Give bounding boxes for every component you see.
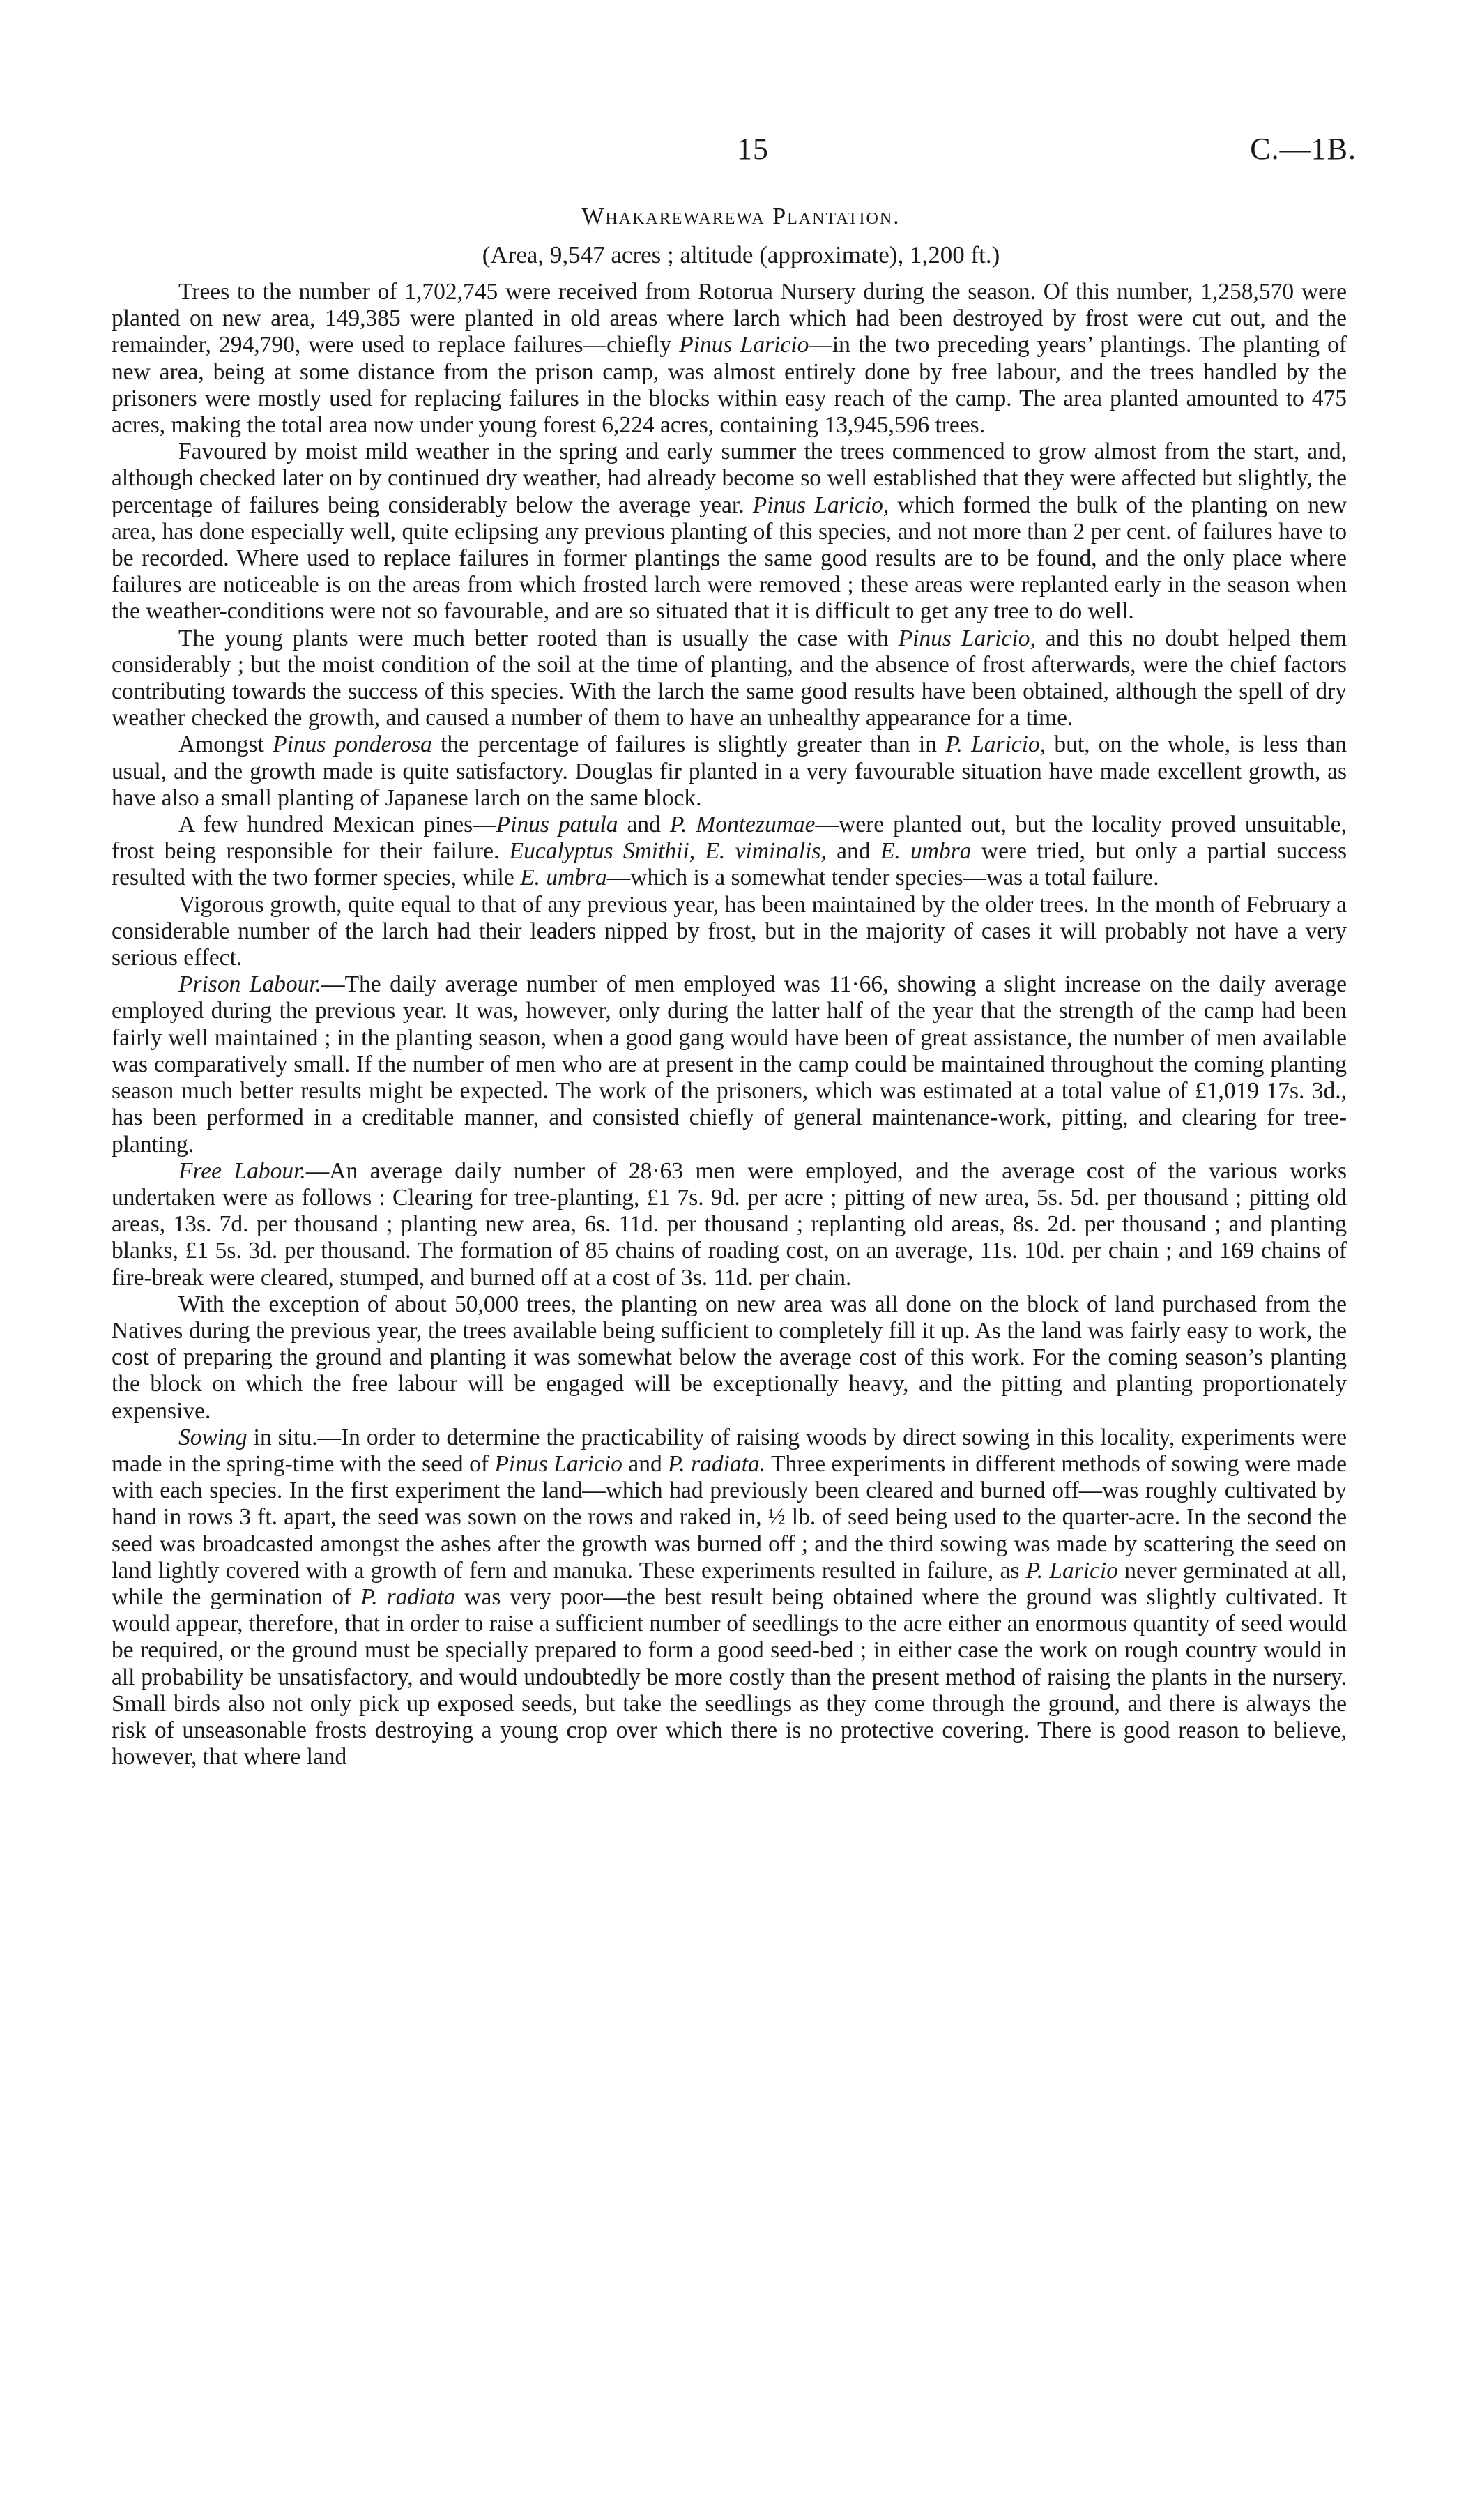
text-run: and xyxy=(622,1450,669,1477)
text-run: and xyxy=(826,838,880,865)
text-run: —were planted out, but the locality proved unsuitable, frost being responsible for their failure. xyxy=(112,812,1347,865)
italic-text: Pinus patula xyxy=(496,812,618,838)
paragraph xyxy=(112,971,1347,1157)
text-run: were tried, but only a partial success resulted with the two former species, while xyxy=(112,838,1347,891)
section-subtitle: (Area, 9,547 acres ; altitude (approximate), 1,200 ft.) xyxy=(482,241,1000,268)
body-text xyxy=(112,279,1347,1770)
text-run: Three experiments in different methods of sowing were made with each species. In the first experiment the land—which had previously been cleared and burned off—was roughly cultivated by hand in rows 3 ft. apart, the seed was sown on the rows and raked in, ½ lb. of seed being used to the quarter-acre. In the second the seed was broadcasted amongst the ashes after the growth was burned off ; and the third sowing was made by scattering the seed on land lightly covered with a growth of fern and manuka. These experiments resulted in failure, as xyxy=(112,1450,1347,1584)
text-run: The young plants were much better rooted than is usually the case with xyxy=(178,625,899,651)
text-run: Amongst xyxy=(178,731,273,758)
italic-text: Sowing xyxy=(178,1424,247,1450)
document-reference: C.—1B. xyxy=(1250,132,1357,166)
text-run: but, on the whole, is less than usual, and the growth made is quite satisfactory. Douglas fir planted in a very favourable situation have made excellent growth, as have also a small planting of Japanese larch on the same block. xyxy=(112,731,1347,811)
text-run: With the exception of about 50,000 trees, the planting on new area was all done on the block of land purchased from the Natives during the previous year, the trees available being sufficient to completely fill it up. As the land was fairly easy to work, the cost of preparing the ground and planting it was somewhat below the average cost of this work. For the coming season’s planting the block on which the free labour will be engaged will be exceptionally heavy, and the pitting and planting proportionately expensive. xyxy=(112,1291,1347,1424)
section-title: Whakarewarewa Plantation. xyxy=(581,204,901,229)
italic-text: Free Labour. xyxy=(178,1157,306,1184)
text-run: which formed the bulk of the planting on new area, has done especially well, quite eclipsing any previous planting of this species, and not more than 2 per cent. of failures have to be recorded. Where used to replace failures in former plantings the same good results are to be found, and the only place where failures are noticeable is on the areas from which frosted larch were removed ; these areas were replanted early in the season when the weather-conditions were not so favourable, and are so situated that it is difficult to get any tree to do well. xyxy=(112,492,1347,625)
italic-text: P. Laricio xyxy=(1025,1557,1118,1584)
italic-text: P. radiata xyxy=(360,1584,456,1610)
paragraph xyxy=(112,731,1347,812)
paragraph xyxy=(112,1425,1347,1771)
italic-text: P. Montezumae xyxy=(669,812,816,838)
text-run: —An average daily number of 28·63 men were employed, and the average cost of the various works undertaken were as follows : Clearing for tree-planting, £1 7s. 9d. per acre ; pitting of new area, 5s. 5d. per thousand ; pitting old areas, 13s. 7d. per thousand ; planting new area, 6s. 11d. per thousand ; replanting old areas, 8s. 2d. per thousand ; and planting blanks, £1 5s. 3d. per thousand. The formation of 85 chains of roading cost, on an average, 11s. 10d. per chain ; and 169 chains of fire-break were cleared, stumped, and burned off at a cost of 3s. 11d. per chain. xyxy=(112,1157,1347,1291)
text-run: Favoured by moist mild weather in the spring and early summer the trees commenced to grow almost from the start, and, although checked later on by continued dry weather, had already become so well established that they were affected but slightly, the percentage of failures being considerably below the average year. xyxy=(112,439,1347,518)
italic-text: Pinus Laricio xyxy=(679,332,809,358)
italic-text: E. umbra xyxy=(880,838,972,865)
text-run: —in the two preceding years’ plantings. The planting of new area, being at some distance from the prison camp, was almost entirely done by free labour, and the trees handled by the prisoners were mostly used for replacing failures in the blocks within easy reach of the camp. The area planted amounted to 475 acres, making the total area now under young forest 6,224 acres, containing 13,945,596 trees. xyxy=(112,332,1347,439)
paragraph xyxy=(112,1291,1347,1425)
italic-text: Prison Labour. xyxy=(178,971,322,998)
text-run: A few hundred Mexican pines— xyxy=(178,812,496,838)
text-run: and xyxy=(618,812,670,838)
italic-text: Pinus Laricio, xyxy=(898,625,1036,651)
text-run: Vigorous growth, quite equal to that of any previous year, has been maintained by the older trees. In the month of February a considerable number of the larch had their leaders nipped by frost, but in the majority of cases it will probably not have a very serious effect. xyxy=(112,891,1347,971)
italic-text: Pinus Laricio, xyxy=(752,492,889,518)
paragraph xyxy=(112,1158,1347,1291)
paragraph xyxy=(112,812,1347,892)
paragraph xyxy=(112,439,1347,625)
paragraph xyxy=(112,892,1347,972)
text-run: was very poor—the best result being obtained where the ground was slightly cultivated. It would appear, therefore, that in order to raise a sufficient number of seedlings to the acre either an enormous quantity of seed would be required, or the ground must be specially prepared to form a good seed-bed ; in either case the work on rough country would in all probability be unsatisfactory, and would undoubtedly be more costly than the present method of raising the plants in the nursery. Small birds also not only pick up exposed seeds, but take the seedlings as they come through the ground, and there is always the risk of unseasonable frosts destroying a young crop over which there is no protective covering. There is good reason to believe, however, that where land xyxy=(112,1584,1347,1770)
text-run: and this no doubt helped them considerably ; but the moist condition of the soil at the time of planting, and the absence of frost afterwards, were the chief factors contributing towards the success of this species. With the larch the same good results have been obtained, although the spell of dry weather checked the growth, and caused a number of them to have an unhealthy appearance for a time. xyxy=(112,625,1347,731)
text-run: in situ.—In order to determine the practicability of raising woods by direct sowing in this locality, experiments were made in the spring-time with the seed of xyxy=(112,1424,1347,1477)
page-number: 15 xyxy=(737,132,769,166)
text-run: —The daily average number of men employed was 11·66, showing a slight increase on the daily average employed during the previous year. It was, however, only during the latter half of the year that the strength of the camp had been fairly well maintained ; in the planting season, when a good gang would have been of great assistance, the number of men available was comparatively small. If the number of men who are at present in the camp could be maintained throughout the coming planting season much better results might be expected. The work of the prisoners, which was estimated at a total value of £1,019 17s. 3d., has been performed in a creditable manner, and consisted chiefly of general maintenance-work, pitting, and clearing for tree-planting. xyxy=(112,971,1347,1157)
italic-text: Pinus ponderosa xyxy=(273,731,432,758)
italic-text: Pinus Laricio xyxy=(494,1450,622,1477)
italic-text: P. radiata. xyxy=(668,1450,766,1477)
text-run: the percentage of failures is slightly greater than in xyxy=(431,731,946,758)
italic-text: E. umbra xyxy=(520,865,607,891)
paragraph xyxy=(112,625,1347,732)
paragraph xyxy=(112,279,1347,439)
text-run: Trees to the number of 1,702,745 were received from Rotorua Nursery during the season. Of this number, 1,258,570 were planted on new area, 149,385 were planted in old areas where larch which had been destroyed by frost were cut out, and the remainder, 294,790, were used to replace failures—chiefly xyxy=(112,279,1347,358)
text-run: —which is a somewhat tender species—was a total failure. xyxy=(606,865,1159,891)
italic-text: Eucalyptus Smithii, E. viminalis, xyxy=(509,838,827,865)
text-run: never germinated at all, while the germination of xyxy=(112,1557,1347,1610)
italic-text: P. Laricio, xyxy=(945,731,1046,758)
